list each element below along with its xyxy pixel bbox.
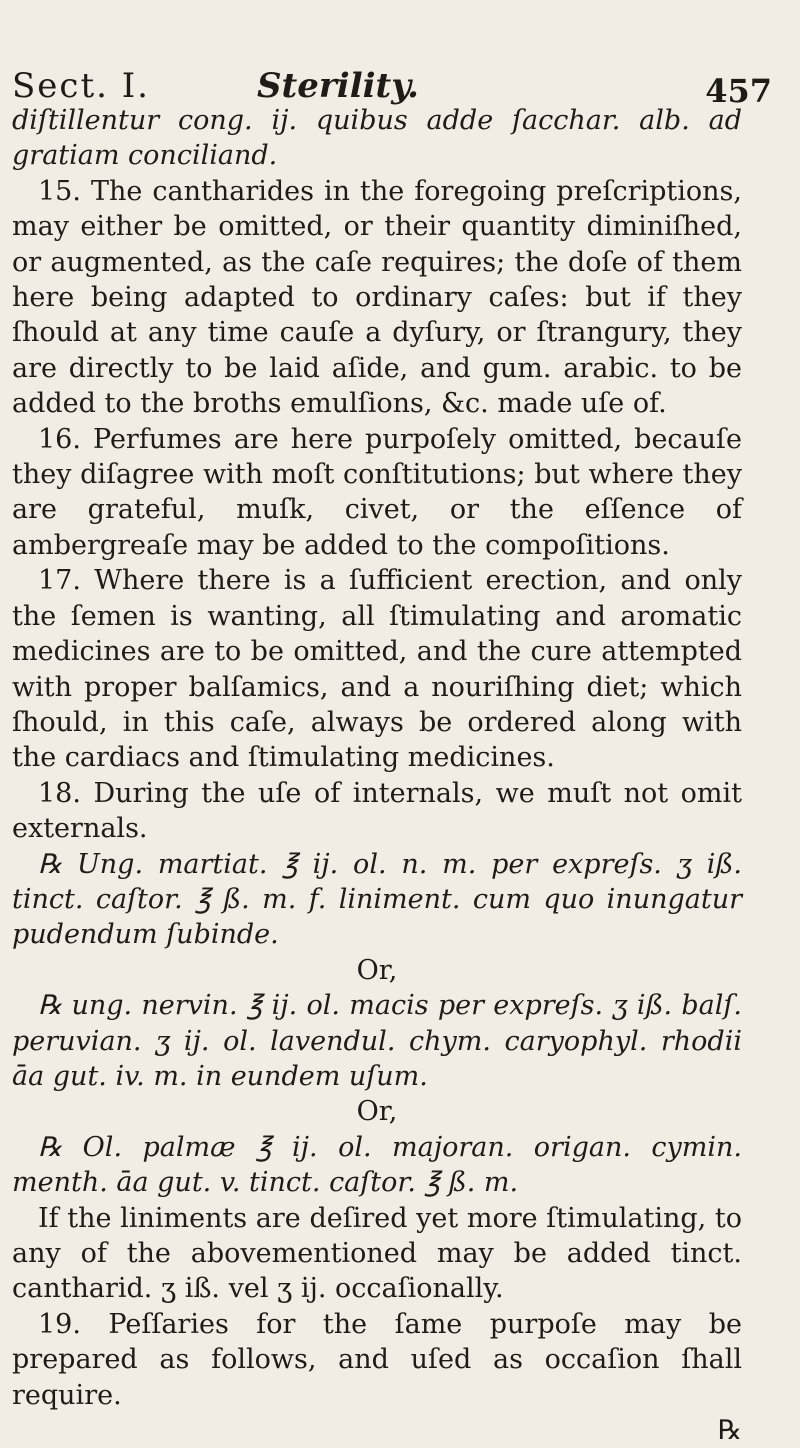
page-body (12, 103, 742, 1448)
paragraph-liniments: If the liniments are deſired yet more ſtimulating, to any of the abovementioned may be added tinct. cantharid. ʒ iß. vel ʒ ij. occaſionally. (12, 1202, 742, 1305)
running-header (12, 66, 772, 110)
recipe-1: ℞ Ung. martiat. ℥ ij. ol. n. m. per expreſs. ʒ iß. tinct. caſtor. ℥ ß. m. f. liniment. cum quo inungatur pudendum ſubinde. (12, 848, 742, 951)
running-title: Sterility. (257, 66, 419, 106)
page-number: 457 (705, 72, 772, 110)
paragraph-17: 17. Where there is a ſufficient erection, and only the ſemen is wanting, all ſtimulating and aromatic medicines are to be omitted, and the cure attempted with proper balſamics, and a nouriſhing diet; which ſhould, in this caſe, always be ordered along with the cardiacs and ſtimulating medicines. (12, 565, 742, 774)
recipe-3: ℞ Ol. palmæ ℥ ij. ol. majoran. origan. cymin. menth. āa gut. v. tinct. caſtor. ℥ ß. m. (12, 1131, 742, 1199)
paragraph-19: 19. Peſſaries for the ſame purpoſe may be prepared as follows, and uſed as occaſion ſhall require. (12, 1308, 742, 1411)
catchword: ℞ (717, 1415, 742, 1447)
paragraph-recipe-continuation: diſtillentur cong. ij. quibus adde ſacchar. alb. ad gratiam conciliand. (12, 105, 742, 172)
or-separator-1: Or, (356, 954, 398, 986)
paragraph-15: 15. The cantharides in the foregoing preſcriptions, may either be omitted, or their quantity diminiſhed, or augmented, as the caſe requires; the doſe of them here being adapted to ordinary caſes: but if they ſhould at any time cauſe a dyſury, or ſtrangury, they are directly to be laid aſide, and gum. arabic. to be added to the broths emulſions, &c. made uſe of. (12, 175, 742, 420)
recipe-2: ℞ ung. nervin. ℥ ij. ol. macis per expreſs. ʒ iß. balſ. peruvian. ʒ ij. ol. lavendul. chym. caryophyl. rhodii āa gut. iv. m. in eundem uſum. (12, 990, 742, 1092)
paragraph-18: 18. During the uſe of internals, we muſt not omit externals. (12, 777, 742, 845)
or-separator-2: Or, (356, 1096, 398, 1128)
paragraph-16: 16. Perfumes are here purpoſely omitted, becauſe they diſagree with moſt conſtitutions; but where they are grateful, muſk, civet, or the eſſence of ambergreaſe may be added to the compoſitions. (12, 423, 742, 561)
section-label: Sect. I. (12, 66, 150, 106)
